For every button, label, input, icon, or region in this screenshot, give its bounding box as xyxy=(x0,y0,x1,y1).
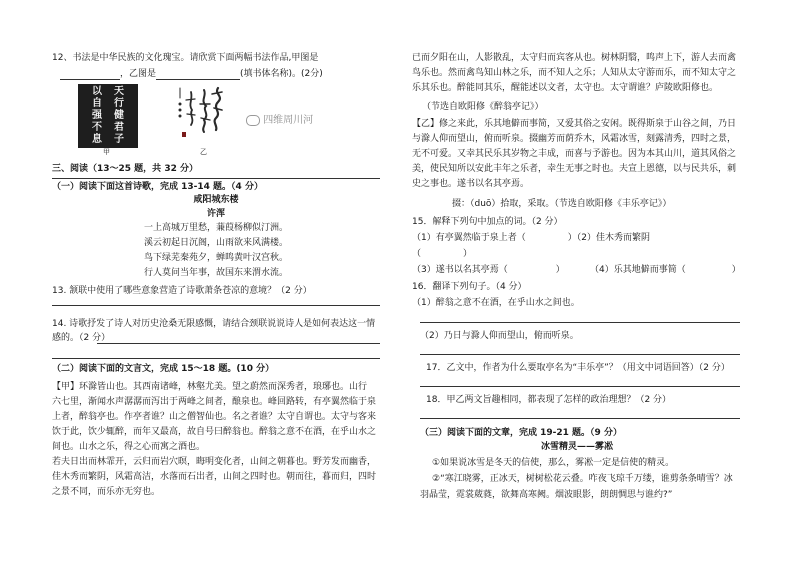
answer-line-q18[interactable] xyxy=(420,418,740,419)
section3-1-heading: （一）阅读下面这首诗歌，完成 13-14 题。（4 分） xyxy=(52,182,263,192)
answer-line-q13[interactable] xyxy=(52,305,380,306)
poem-line: 行人莫问当年事，故国东来渭水流。 xyxy=(143,268,288,278)
wechat-icon xyxy=(246,115,260,126)
answer-line-q16-2[interactable] xyxy=(420,354,740,355)
answer-line-q14b[interactable] xyxy=(52,358,380,359)
q15-item-3: （3）遂书以名其亭焉（ ） xyxy=(412,265,565,275)
wenyan-jia-cont-line: 已而夕阳在山，人影散乱，太守归而宾客从也。树林阴翳，鸣声上下，游人去而禽 xyxy=(412,53,737,63)
calligraphy-jia-image xyxy=(78,84,138,148)
calligraphy-jia-char: 健 xyxy=(114,110,124,121)
q13: 13. 颔联中使用了哪些意象营造了诗歌萧条苍凉的意境？（2 分） xyxy=(52,286,312,296)
q12-blank-yi[interactable] xyxy=(156,70,240,80)
annotation-note: 掇：（duō）拾取，采取。（节选自欧阳修《丰乐亭记》） xyxy=(452,199,672,209)
poem-line: 一上高城万里愁，蒹葭杨柳似汀洲。 xyxy=(143,223,288,233)
wenyan-yi-line: 史之事也。遂书以名其亭焉。 xyxy=(412,179,530,189)
wenyan-jia-line: 饮于此，饮少辄醉，而年又最高，故自号曰醉翁也。醉翁之意不在酒，在乎山水之 xyxy=(52,427,377,437)
q16: 16．翻译下列句子。（4 分） xyxy=(412,282,527,292)
section3-heading: 三、阅读（13～25 题，共 32 分） xyxy=(52,164,198,174)
wenyan-jia-line: 【甲】环滁皆山也。其西南诸峰，林壑尤美。望之蔚然而深秀者，琅琊也。山行 xyxy=(52,382,368,392)
q16-1: （1）醉翁之意不在酒，在乎山水之间也。 xyxy=(412,298,580,308)
calligraphy-jia-char: 息 xyxy=(92,134,102,145)
q15: 15．解释下列句中加点的词。（2 分） xyxy=(412,217,563,227)
article-paragraph-2-line2: 羽晶莹，霓裳葳蕤，欲舞高寒阙。烟波眼影，朗朗惆思与谁约?” xyxy=(420,490,673,500)
calligraphy-jia-char: 以 xyxy=(92,86,102,97)
answer-line-q14[interactable] xyxy=(97,343,380,344)
wenyan-jia-cont-line: 鸟乐也。然而禽鸟知山林之乐，而不知人之乐；人知从太守游而乐，而不知太守之 xyxy=(412,68,737,78)
wenyan-yi-line: 无不可爱。又幸其民乐其岁物之丰成，而喜与予游也。因为本其山川，道其风俗之 xyxy=(412,149,737,159)
wenyan-yi-line: 【乙】修之来此，乐其地僻而事简，又爱其俗之安闲。既得斯泉于山谷之间，乃日 xyxy=(412,119,737,129)
wenyan-yi-line: 与滁人仰而望山，俯而听泉。掇幽芳而荫乔木，风霜冰雪，刻露清秀，四时之景， xyxy=(412,134,737,144)
article-paragraph-1: ①如果说冰雪是冬天的信使，那么，雾凇一定是信使的精灵。 xyxy=(432,458,675,468)
wenyan-jia-line: 上者，醉翁亭也。作亭者谁？山之僧智仙也。名之者谁？太守自谓也。太守与客来 xyxy=(52,412,377,422)
q17: 17．乙文中，作者为什么要取亭名为“丰乐亭”？（用文中词语回答）（2 分） xyxy=(426,363,730,373)
wenyan-jia-line: 佳木秀而繁阴，风霜高洁，水落而石出者，山间之四时也。朝而往，暮而归，四时 xyxy=(52,472,377,482)
calligraphy-jia-char: 君 xyxy=(114,122,124,133)
poem-line: 鸟下绿芜秦苑夕，蝉鸣黄叶汉宫秋。 xyxy=(143,253,288,263)
q15-item-2-answer[interactable]: （ ） xyxy=(412,249,473,259)
wenyan-yi-line: 美，使民知所以安此丰年之乐者，幸生无事之时也。夫宣上恩德，以与民共乐，刺 xyxy=(412,164,737,174)
calligraphy-jia-char: 天 xyxy=(114,86,124,97)
answer-line-q16-1[interactable] xyxy=(420,322,740,323)
q14-line2: 感的。（2 分） xyxy=(52,333,111,343)
calligraphy-jia-char: 行 xyxy=(114,98,124,109)
answer-line-q17[interactable] xyxy=(420,386,740,387)
calligraphy-jia-char: 自 xyxy=(92,98,102,109)
watermark: 四维周川河 xyxy=(246,111,313,126)
wenyan-jia-line: 间也。山水之乐，得之心而寓之酒也。 xyxy=(52,442,206,452)
q18: 18．甲乙两文旨趣相同，都表现了怎样的政治理想？（2 分） xyxy=(426,395,672,405)
source-jia: （节选自欧阳修《醉翁亭记》） xyxy=(422,102,544,112)
q12-line1: 12、书法是中华民族的文化瑰宝。请欣赏下面两幅书法作品,甲图是 xyxy=(52,53,319,63)
q14-line1: 14. 诗歌抒发了诗人对历史沧桑无限感慨，请结合颈联说说诗人是如何表达这一情 xyxy=(52,319,376,329)
article-paragraph-2-line1: ②“寒江晓雾，正冰天，树树松花云叠。咋夜飞琼千万缕，谁剪条条晴雪？冰 xyxy=(432,474,733,484)
q15-item-1: （1）有亭翼然临于泉上者（ ）（2）佳木秀而繁阴 xyxy=(412,233,650,243)
calligraphy-jia-char: 不 xyxy=(92,122,102,133)
calligraphy-jia-char: 强 xyxy=(92,110,102,121)
wenyan-jia-cont-line: 乐其乐也。醉能同其乐，醒能述以文者，太守也。太守谓谁？庐陵欧阳修也。 xyxy=(412,83,719,93)
q12-line2: ，乙图是 (填书体名称)。(2分) xyxy=(60,68,323,80)
q12-blank-jia[interactable] xyxy=(60,70,120,80)
calligraphy-jia-char: 子 xyxy=(114,134,124,145)
q15-item-4: （4）乐其地僻而事简（ ） xyxy=(590,265,741,275)
article-title: 冰雪精灵——雾凇 xyxy=(540,442,613,452)
calligraphy-jia-label: 甲 xyxy=(103,148,110,156)
wenyan-jia-line: 之景不同，而乐亦无穷也。 xyxy=(52,487,161,497)
divider xyxy=(52,178,380,179)
section3-3-heading: （三）阅读下面的文章，完成 19-21 题。（9 分） xyxy=(420,428,622,438)
poem-line: 溪云初起日沉阁，山雨欲来风满楼。 xyxy=(143,238,288,248)
q16-2: （2）乃日与滁人仰而望山，俯而听泉。 xyxy=(420,331,579,341)
calligraphy-yi-label: 乙 xyxy=(200,148,207,156)
wenyan-jia-line: 若夫日出而林霏开，云归而岩穴暝，晦明变化者，山间之朝暮也。野芳发而幽香， xyxy=(52,457,377,467)
poem-author: 许浑 xyxy=(206,209,225,219)
wenyan-jia-line: 六七里，渐闻水声潺潺而泻出于两峰之间者，酿泉也。峰回路转，有亭翼然临于泉 xyxy=(52,397,377,407)
calligraphy-yi-image xyxy=(174,84,232,148)
poem-title: 咸阳城东楼 xyxy=(193,195,239,205)
section3-2-heading: （二）阅读下面的文言文，完成 15～18 题。(10 分） xyxy=(52,364,275,374)
